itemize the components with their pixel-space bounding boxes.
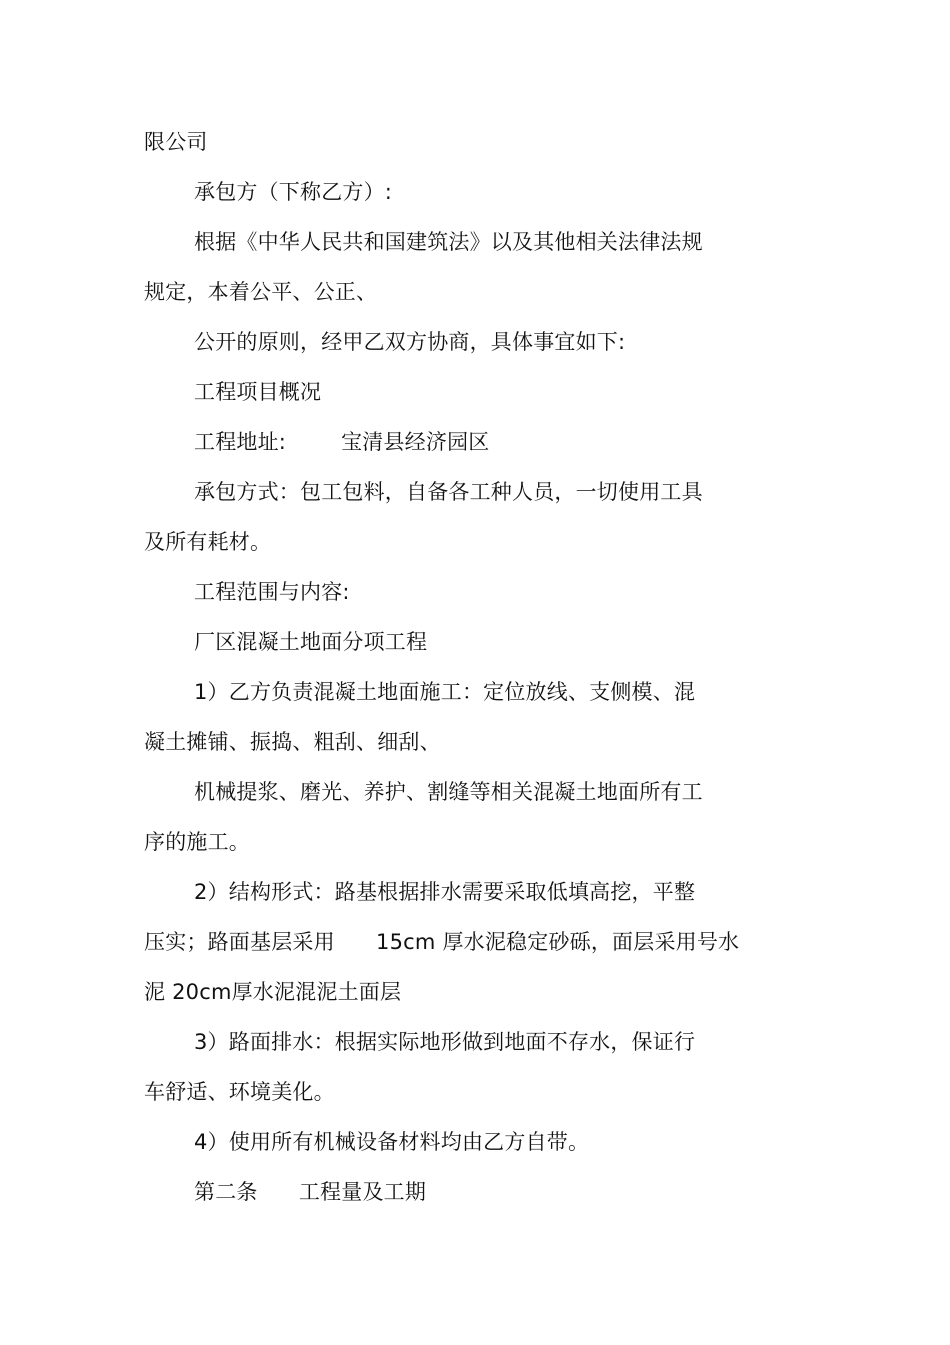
- text-line: 工程地址: 宝清县经济园区: [194, 430, 490, 454]
- text-line: 压实；路面基层采用 15cm 厚水泥稳定砂砾，面层采用号水: [144, 930, 740, 954]
- text-line: 承包方式：包工包料，自备各工种人员，一切使用工具: [194, 480, 703, 504]
- text-line: 公开的原则，经甲乙双方协商，具体事宜如下:: [194, 330, 626, 354]
- text-line: 厂区混凝土地面分项工程: [194, 630, 428, 654]
- text-line: 承包方（下称乙方）:: [194, 180, 393, 204]
- article-heading: 第二条 工程量及工期: [194, 1180, 427, 1204]
- text-line: 及所有耗材。: [144, 530, 272, 554]
- text-line: 规定，本着公平、公正、: [144, 280, 378, 304]
- text-line: 车舒适、环境美化。: [144, 1080, 335, 1104]
- text-line: 工程范围与内容:: [194, 580, 350, 604]
- text-line: 限公司: [144, 130, 208, 154]
- text-line: 4）使用所有机械设备材料均由乙方自带。: [194, 1130, 590, 1154]
- text-line: 1）乙方负责混凝土地面施工：定位放线、支侧模、混: [194, 680, 696, 704]
- text-line: 序的施工。: [144, 830, 250, 854]
- section-heading: 工程项目概况: [194, 380, 322, 404]
- text-line: 根据《中华人民共和国建筑法》以及其他相关法律法规: [194, 230, 703, 254]
- text-line: 泥 20cm厚水泥混泥土面层: [144, 980, 402, 1004]
- text-line: 2）结构形式：路基根据排水需要采取低填高挖，平整: [194, 880, 696, 904]
- text-line: 凝土摊铺、振捣、粗刮、细刮、: [144, 730, 441, 754]
- text-line: 机械提浆、磨光、养护、割缝等相关混凝土地面所有工: [194, 780, 703, 804]
- text-line: 3）路面排水：根据实际地形做到地面不存水，保证行: [194, 1030, 696, 1054]
